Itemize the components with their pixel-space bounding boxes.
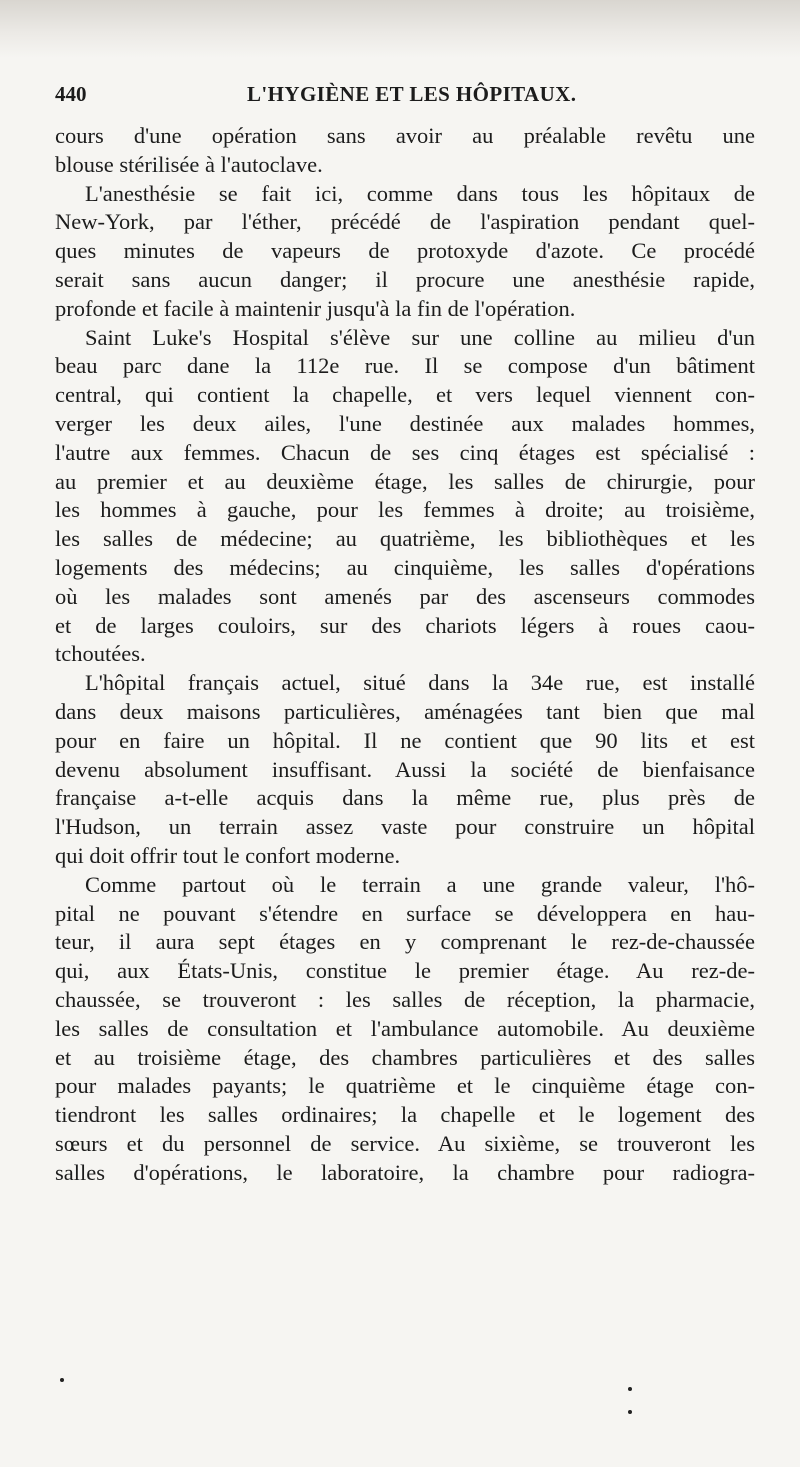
text-line: l'Hudson, un terrain assez vaste pour construire un hôpital: [55, 814, 755, 840]
text-line: dans deux maisons particulières, aménagées tant bien que mal: [55, 698, 755, 724]
text-line: cours d'une opération sans avoir au préalable revêtu une: [55, 123, 755, 148]
text-line: où les malades sont amenés par des ascenseurs commodes: [55, 583, 755, 609]
text-line: chaussée, se trouveront : les salles de réception, la pharmacie,: [55, 986, 755, 1012]
text-line: les salles de consultation et l'ambulance automobile. Au deuxième: [55, 1015, 755, 1041]
text-line: L'hôpital français actuel, situé dans la 34e rue, est installé: [85, 670, 755, 696]
text-line: pour malades payants; le quatrième et le cinquième étage con-: [55, 1073, 755, 1099]
text-line: pour en faire un hôpital. Il ne contient que 90 lits et est: [55, 727, 755, 753]
text-line: l'autre aux femmes. Chacun de ses cinq étages est spécialisé :: [55, 439, 755, 465]
text-line: serait sans aucun danger; il procure une anesthésie rapide,: [55, 266, 755, 292]
text-line: pital ne pouvant s'étendre en surface se développera en hau-: [55, 900, 755, 926]
text-line: teur, il aura sept étages en y comprenant le rez-de-chaussée: [55, 929, 755, 955]
text-line: qui, aux États-Unis, constitue le premier étage. Au rez-de-: [55, 958, 755, 984]
text-line: verger les deux ailes, l'une destinée aux malades hommes,: [55, 410, 755, 436]
text-line: française a-t-elle acquis dans la même rue, plus près de: [55, 785, 755, 811]
text-line: ques minutes de vapeurs de protoxyde d'azote. Ce procédé: [55, 238, 755, 264]
text-line: logements des médecins; au cinquième, les salles d'opérations: [55, 554, 755, 580]
text-line: les hommes à gauche, pour les femmes à droite; au troisième,: [55, 497, 755, 523]
text-line: les salles de médecine; au quatrième, les bibliothèques et les: [55, 526, 755, 552]
text-line: et au troisième étage, des chambres particulières et des salles: [55, 1044, 755, 1070]
text-line: central, qui contient la chapelle, et vers lequel viennent con-: [55, 382, 755, 408]
text-line: Comme partout où le terrain a une grande valeur, l'hô-: [85, 871, 755, 897]
text-line: L'anesthésie se fait ici, comme dans tous les hôpitaux de: [85, 180, 755, 206]
text-line: et de larges couloirs, sur des chariots légers à roues caou-: [55, 612, 755, 638]
text-line: tiendront les salles ordinaires; la chapelle et le logement des: [55, 1102, 755, 1128]
page-number: 440: [55, 82, 87, 106]
scan-speck: [628, 1387, 632, 1391]
text-line: devenu absolument insuffisant. Aussi la société de bienfaisance: [55, 756, 755, 782]
text-line: tchoutées.: [55, 641, 146, 667]
text-line: salles d'opérations, le laboratoire, la chambre pour radiogra-: [55, 1159, 755, 1185]
scan-speck: [628, 1410, 632, 1414]
scan-speck: [60, 1378, 64, 1382]
scan-top-shadow: [0, 0, 800, 58]
page-header: [55, 82, 755, 112]
text-line: New-York, par l'éther, précédé de l'aspiration pendant quel-: [55, 209, 755, 235]
text-line: au premier et au deuxième étage, les salles de chirurgie, pour: [55, 468, 755, 494]
text-line: sœurs et du personnel de service. Au sixième, se trouveront les: [55, 1130, 755, 1156]
text-line: Saint Luke's Hospital s'élève sur une colline au milieu d'un: [85, 324, 755, 350]
text-line: qui doit offrir tout le confort moderne.: [55, 842, 401, 868]
text-line: blouse stérilisée à l'autoclave.: [55, 151, 323, 177]
running-title: L'HYGIÈNE ET LES HÔPITAUX.: [247, 82, 577, 106]
text-line: profonde et facile à maintenir jusqu'à la fin de l'opération.: [55, 295, 576, 321]
body-text: [55, 122, 755, 1187]
text-line: beau parc dane la 112e rue. Il se compose d'un bâtiment: [55, 353, 755, 379]
